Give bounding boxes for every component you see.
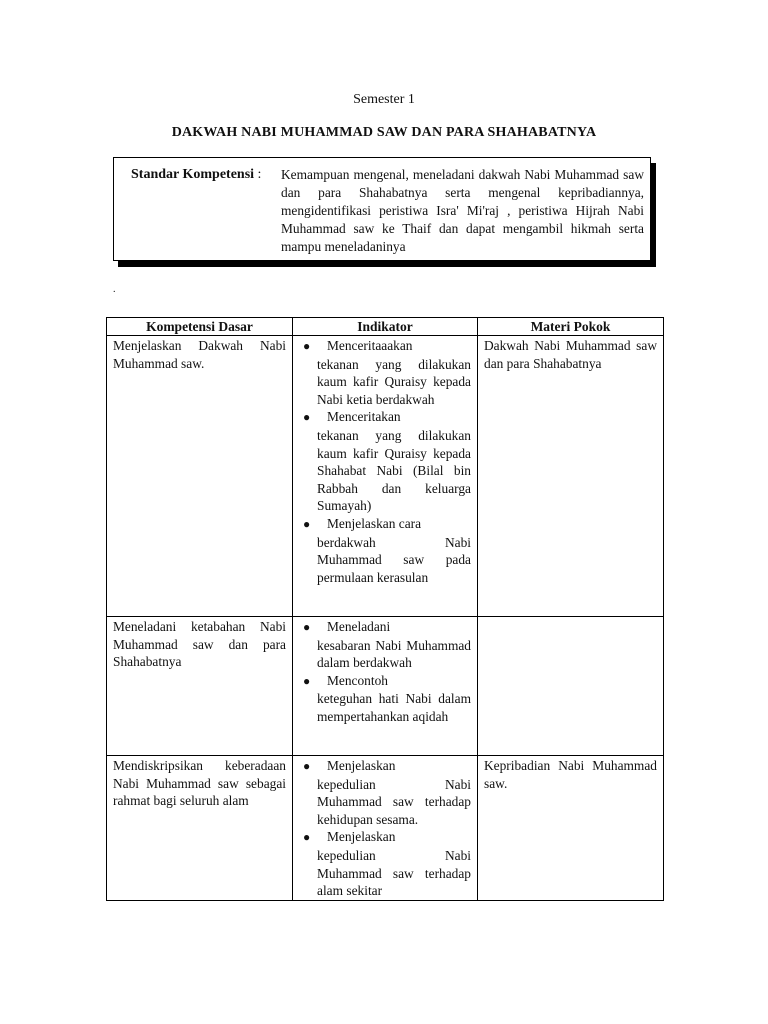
stray-mark: .: [113, 284, 116, 295]
table-header-row: [107, 318, 664, 336]
indikator-item: [299, 757, 471, 828]
bullet-icon: ●: [303, 673, 311, 688]
bullet-icon: ●: [303, 759, 311, 773]
bullet-icon: ●: [303, 830, 311, 845]
indikator-item-continuation: berdakwah Nabi Muhammad saw pada permulaan kerasulan: [317, 534, 471, 585]
indikator-item-continuation: tekanan yang dilakukan kaum kafir Quraisy kepada Nabi ketia berdakwah: [317, 356, 471, 407]
standar-kompetensi-text: Kemampuan mengenal, meneladani dakwah Nabi Muhammad saw dan para Shahabatnya serta mengenal kepribadiannya, mengidentifikasi peristiwa Isra' Mi'raj , peristiwa Hijrah Nabi Muhammad saw ke Thaif dan dapat mengambil hikmah serta mampu meneladaninya: [281, 167, 644, 254]
standar-kompetensi-box: [113, 157, 651, 261]
bullet-icon: ●: [303, 516, 311, 531]
table-row: [107, 756, 664, 901]
bullet-icon: ●: [303, 410, 311, 425]
indikator-cell: [293, 617, 478, 756]
indikator-item-first-line: Menceritaaakan: [327, 338, 413, 353]
header-indikator: Indikator: [293, 318, 478, 336]
indikator-item-first-line: Meneladani: [327, 619, 391, 634]
indikator-list: [299, 337, 471, 586]
indikator-item-continuation: kepedulian Nabi Muhammad saw terhadap alam sekitar: [317, 847, 471, 899]
indikator-item: [299, 618, 471, 672]
table-row: [107, 336, 664, 617]
kompetensi-table: [106, 317, 664, 901]
kompetensi-dasar-cell: Mendiskripsikan keberadaan Nabi Muhammad saw sebagai rahmat bagi seluruh alam: [107, 756, 293, 901]
indikator-cell: [293, 756, 478, 901]
indikator-item-first-line: Menjelaskan: [327, 829, 396, 845]
indikator-item: [299, 337, 471, 408]
materi-pokok-cell: [478, 617, 664, 756]
header-kompetensi-dasar: Kompetensi Dasar: [107, 318, 293, 336]
indikator-item-continuation: kesabaran Nabi Muhammad dalam berdakwah: [317, 637, 471, 671]
indikator-item: [299, 515, 471, 586]
semester-label: Semester 1: [353, 92, 415, 107]
indikator-item-first-line: Menceritakan: [327, 409, 401, 425]
indikator-cell: [293, 336, 478, 617]
table-row: [107, 617, 664, 756]
indikator-item-first-line: Mencontoh: [327, 672, 388, 688]
kompetensi-dasar-cell: Menjelaskan Dakwah Nabi Muhammad saw.: [107, 336, 293, 617]
kompetensi-dasar-cell: Meneladani ketabahan Nabi Muhammad saw dan para Shahabatnya: [107, 617, 293, 756]
bullet-icon: ●: [303, 620, 311, 634]
indikator-item: [299, 408, 471, 515]
materi-pokok-cell: Kepribadian Nabi Muhammad saw.: [478, 756, 664, 901]
standar-kompetensi-label-text: Standar Kompetensi: [131, 167, 255, 182]
indikator-item-continuation: kepedulian Nabi Muhammad saw terhadap kehidupan sesama.: [317, 776, 471, 827]
indikator-list: [299, 618, 471, 726]
standar-kompetensi-separator: :: [257, 167, 262, 182]
document-title: DAKWAH NABI MUHAMMAD SAW DAN PARA SHAHABATNYA: [171, 125, 597, 140]
indikator-item-continuation: keteguhan hati Nabi dalam mempertahankan aqidah: [317, 691, 471, 724]
indikator-item: [299, 672, 471, 726]
indikator-list: [299, 757, 471, 900]
standar-kompetensi-label: [131, 167, 261, 183]
bullet-icon: ●: [303, 339, 311, 353]
indikator-item-first-line: Menjelaskan: [327, 758, 396, 773]
indikator-item: [299, 828, 471, 899]
materi-pokok-cell: Dakwah Nabi Muhammad saw dan para Shahabatnya: [478, 336, 664, 617]
header-materi-pokok: Materi Pokok: [478, 318, 664, 336]
indikator-item-first-line: Menjelaskan cara: [327, 515, 422, 531]
indikator-item-continuation: tekanan yang dilakukan kaum kafir Quraisy kepada Shahabat Nabi (Bilal bin Rabbah dan keluarga Sumayah): [317, 427, 471, 514]
